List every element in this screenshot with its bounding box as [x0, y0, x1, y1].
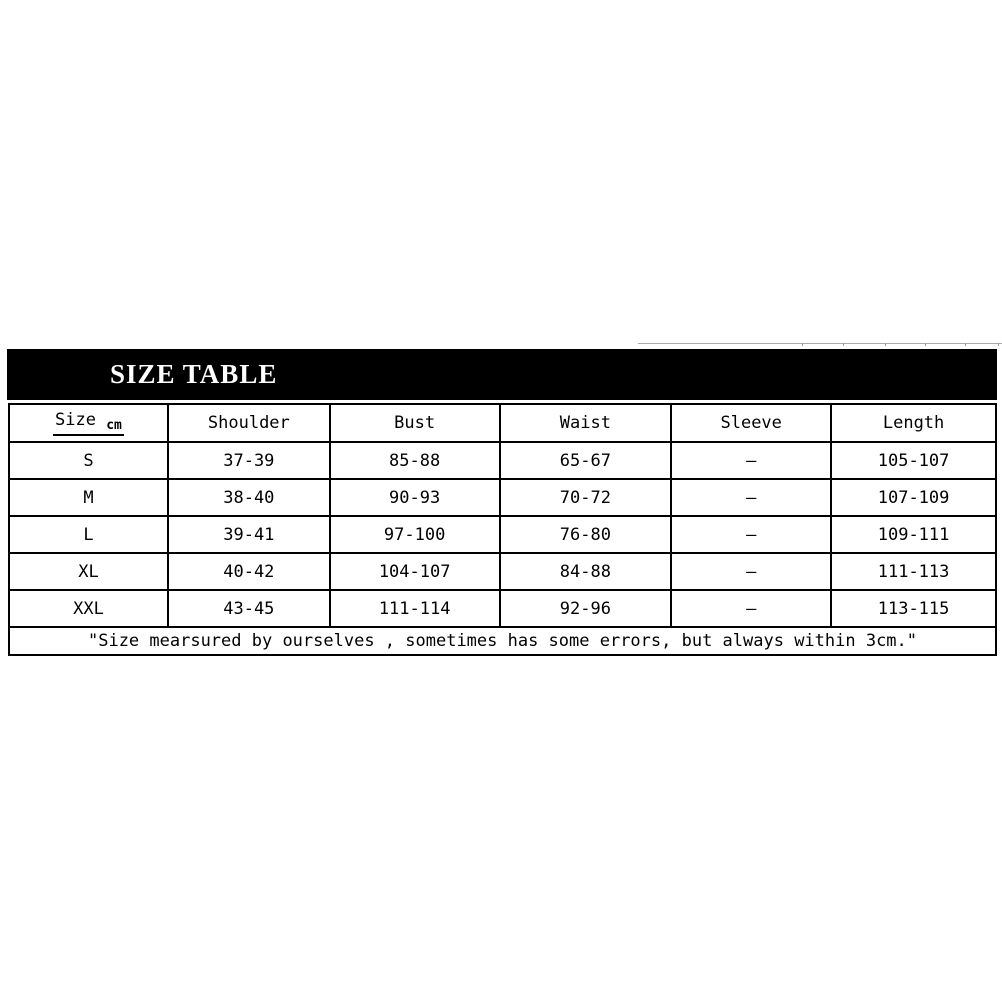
- table-cell: 111-113: [831, 553, 996, 590]
- table-cell: 37-39: [168, 442, 330, 479]
- table-cell: 97-100: [330, 516, 500, 553]
- table-cell: 65-67: [500, 442, 672, 479]
- table-cell: 84-88: [500, 553, 672, 590]
- table-cell: 104-107: [330, 553, 500, 590]
- table-cell: 111-114: [330, 590, 500, 627]
- col-header-sleeve: Sleeve: [671, 404, 831, 442]
- table-cell: 109-111: [831, 516, 996, 553]
- table-cell: —: [671, 479, 831, 516]
- table-cell: —: [671, 516, 831, 553]
- col-header-waist: Waist: [500, 404, 672, 442]
- table-cell: 85-88: [330, 442, 500, 479]
- col-header-shoulder: Shoulder: [168, 404, 330, 442]
- table-cell: 90-93: [330, 479, 500, 516]
- stray-line-tick: [802, 343, 803, 346]
- stray-line-tick: [965, 343, 966, 346]
- row-label-xxl: XXL: [9, 590, 168, 627]
- table-note-row: [9, 627, 996, 655]
- table-cell: 107-109: [831, 479, 996, 516]
- stray-line-tick: [843, 343, 844, 346]
- stray-line-tick: [885, 343, 886, 346]
- col-header-bust: Bust: [330, 404, 500, 442]
- table-cell: 105-107: [831, 442, 996, 479]
- table-row-s: [9, 442, 996, 479]
- stray-line-tick: [998, 343, 999, 346]
- row-label-l: L: [9, 516, 168, 553]
- size-table: [8, 403, 997, 656]
- row-label-m: M: [9, 479, 168, 516]
- table-row-xl: [9, 553, 996, 590]
- table-row-l: [9, 516, 996, 553]
- table-cell: 39-41: [168, 516, 330, 553]
- table-cell: 38-40: [168, 479, 330, 516]
- measurement-disclaimer: "Size mearsured by ourselves , sometimes has some errors, but always within 3cm.": [9, 627, 996, 655]
- size-table-title-bar: [7, 349, 997, 400]
- table-header-row: [9, 404, 996, 442]
- row-label-xl: XL: [9, 553, 168, 590]
- size-header-label: Size: [55, 409, 96, 430]
- table-cell: 76-80: [500, 516, 672, 553]
- stray-line-tick: [925, 343, 926, 346]
- table-cell: —: [671, 590, 831, 627]
- table-cell: 40-42: [168, 553, 330, 590]
- size-unit-label: cm: [106, 417, 122, 433]
- size-table-title: SIZE TABLE: [110, 359, 278, 389]
- table-row-m: [9, 479, 996, 516]
- row-label-s: S: [9, 442, 168, 479]
- col-header-length: Length: [831, 404, 996, 442]
- table-row-xxl: [9, 590, 996, 627]
- table-cell: 113-115: [831, 590, 996, 627]
- size-header-underlined: [53, 411, 124, 436]
- table-cell: 70-72: [500, 479, 672, 516]
- col-header-size: [9, 404, 168, 442]
- table-cell: —: [671, 442, 831, 479]
- table-cell: —: [671, 553, 831, 590]
- table-cell: 92-96: [500, 590, 672, 627]
- table-cell: 43-45: [168, 590, 330, 627]
- stray-gray-line: [638, 343, 1002, 344]
